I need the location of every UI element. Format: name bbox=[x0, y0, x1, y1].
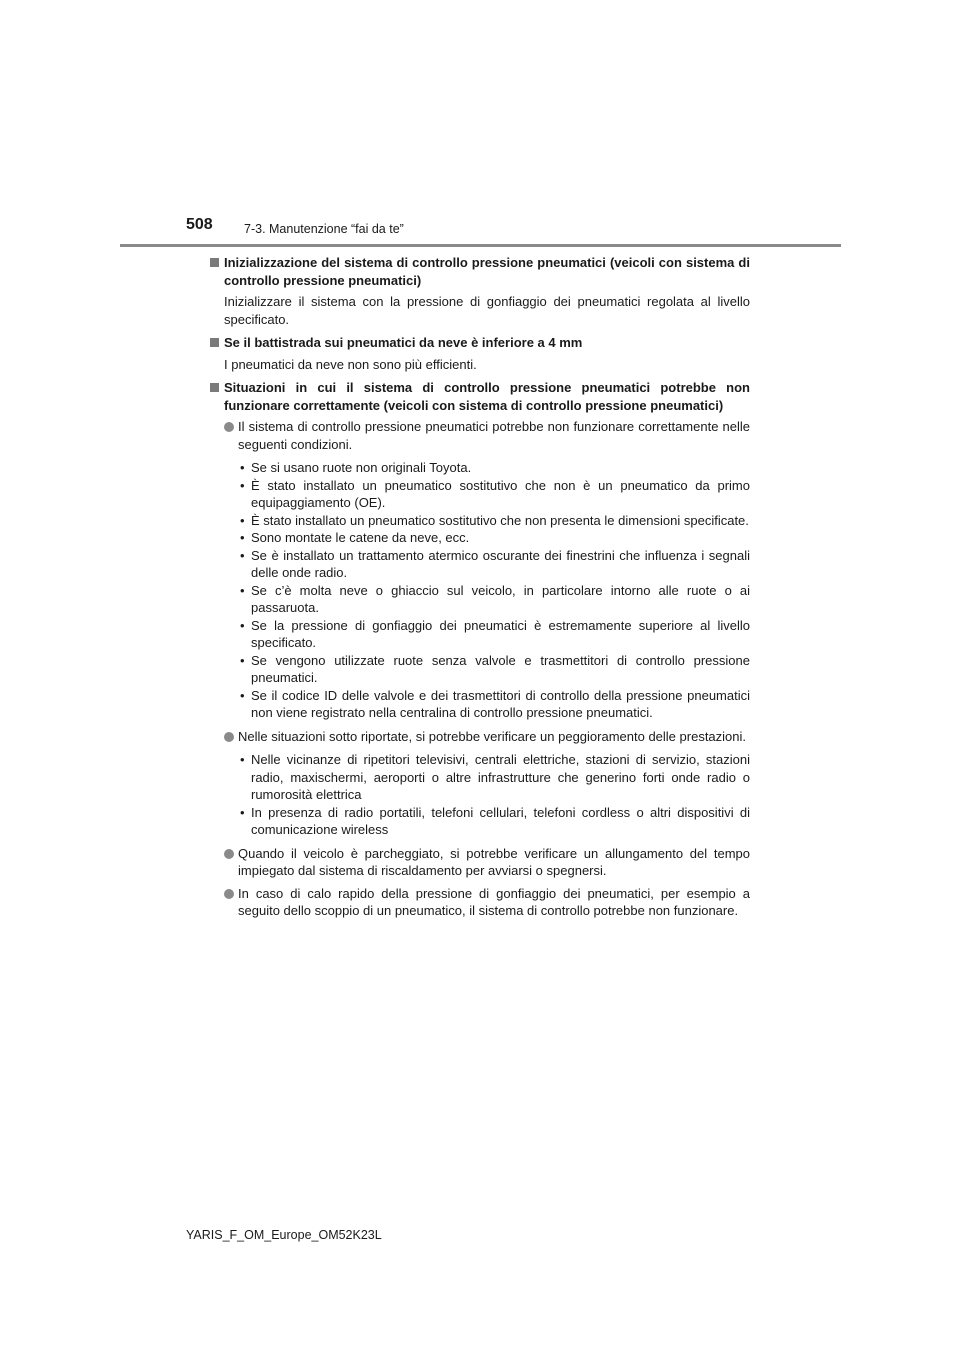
dot-icon: • bbox=[240, 530, 245, 545]
heading-text: Situazioni in cui il sistema di controllo pressione pneumatici potrebbe non funzionare correttamente (veicoli con sistema di controllo pressione pneumatici) bbox=[224, 380, 750, 413]
heading-text: Inizializzazione del sistema di controllo pressione pneumatici (veicoli con sistema di controllo pressione pneumatici) bbox=[224, 255, 750, 288]
dot-icon: • bbox=[240, 582, 245, 598]
circle-bullet-icon bbox=[224, 732, 234, 742]
circle-bullet-item bbox=[210, 418, 750, 453]
list-item-text: Sono montate le catene da neve, ecc. bbox=[251, 530, 470, 545]
page-number: 508 bbox=[186, 216, 213, 233]
list-item-text: Se la pressione di gonfiaggio dei pneumatici è estremamente superiore al livello specificato. bbox=[251, 617, 750, 650]
dot-icon: • bbox=[240, 804, 245, 820]
document-code: YARIS_F_OM_Europe_OM52K23L bbox=[186, 1228, 382, 1242]
list-item bbox=[238, 582, 750, 617]
list-item-text: Se si usano ruote non originali Toyota. bbox=[251, 460, 472, 475]
square-bullet-icon bbox=[210, 258, 219, 267]
header-divider bbox=[120, 244, 841, 247]
section-heading-snow-tires bbox=[210, 334, 750, 352]
list-item bbox=[238, 477, 750, 512]
condition-list bbox=[210, 459, 750, 722]
section-heading-malfunction-situations bbox=[210, 379, 750, 414]
page-content bbox=[210, 254, 750, 925]
bullet-text: In caso di calo rapido della pressione di gonfiaggio dei pneumatici, per esempio a seguito dello scoppio di un pneumatico, il sistema di controllo potrebbe non funzionare. bbox=[238, 885, 750, 918]
list-item bbox=[238, 617, 750, 652]
list-item bbox=[238, 459, 750, 477]
list-item bbox=[238, 547, 750, 582]
dot-icon: • bbox=[240, 477, 245, 493]
dot-icon: • bbox=[240, 512, 245, 528]
bullet-text: Nelle situazioni sotto riportate, si potrebbe verificare un peggioramento delle prestazioni. bbox=[238, 728, 747, 744]
circle-bullet-icon bbox=[224, 889, 234, 899]
list-item-text: È stato installato un pneumatico sostitutivo che non presenta le dimensioni specificate. bbox=[251, 512, 749, 528]
list-item-text: Se il codice ID delle valvole e dei trasmettitori di controllo della pressione pneumatici non viene registrato nella centralina di controllo pressione pneumatici. bbox=[251, 687, 750, 720]
list-item bbox=[238, 529, 750, 547]
list-item-text: Se c’è molta neve o ghiaccio sul veicolo, in particolare intorno alle ruote o ai passaruota. bbox=[251, 582, 750, 615]
dot-icon: • bbox=[240, 652, 245, 668]
list-item-text: È stato installato un pneumatico sostitutivo che non è un pneumatico da primo equipaggiamento (OE). bbox=[251, 477, 750, 510]
list-item bbox=[238, 512, 750, 530]
interference-list bbox=[210, 751, 750, 839]
dot-icon: • bbox=[240, 460, 245, 475]
circle-bullet-icon bbox=[224, 422, 234, 432]
square-bullet-icon bbox=[210, 338, 219, 347]
heading-text: Se il battistrada sui pneumatici da neve è inferiore a 4 mm bbox=[224, 335, 583, 350]
circle-bullet-icon bbox=[224, 849, 234, 859]
circle-bullet-item bbox=[210, 885, 750, 920]
section-title: 7-3. Manutenzione “fai da te” bbox=[244, 222, 404, 236]
section-paragraph: Inizializzare il sistema con la pressione di gonfiaggio dei pneumatici regolata al livello specificato. bbox=[224, 294, 750, 327]
list-item-text: In presenza di radio portatili, telefoni cellulari, telefoni cordless o altri dispositivi di comunicazione wireless bbox=[251, 804, 750, 837]
list-item-text: Se vengono utilizzate ruote senza valvole e trasmettitori di controllo pressione pneumatici. bbox=[251, 652, 750, 685]
dot-icon: • bbox=[240, 752, 245, 767]
list-item bbox=[238, 804, 750, 839]
square-bullet-icon bbox=[210, 383, 219, 392]
bullet-text: Quando il veicolo è parcheggiato, si potrebbe verificare un allungamento del tempo impiegato dal sistema di riscaldamento per avviarsi o spegnersi. bbox=[238, 845, 750, 878]
dot-icon: • bbox=[240, 617, 245, 633]
list-item bbox=[238, 652, 750, 687]
bullet-text: Il sistema di controllo pressione pneumatici potrebbe non funzionare correttamente nelle seguenti condizioni. bbox=[238, 419, 750, 452]
circle-bullet-item bbox=[210, 728, 750, 746]
list-item-text: Se è installato un trattamento atermico oscurante dei finestrini che influenza i segnali delle onde radio. bbox=[251, 547, 750, 580]
dot-icon: • bbox=[240, 687, 245, 703]
circle-bullet-item bbox=[210, 845, 750, 880]
section-heading-initialization bbox=[210, 254, 750, 289]
section-paragraph: I pneumatici da neve non sono più efficienti. bbox=[224, 356, 477, 372]
list-item-text: Nelle vicinanze di ripetitori televisivi, centrali elettriche, stazioni di servizio, stazioni radio, maxischermi, aeroporti o altre infrastrutture che generino forti onde radio o rumorosità elettrica bbox=[251, 752, 750, 802]
list-item bbox=[238, 751, 750, 804]
list-item bbox=[238, 687, 750, 722]
dot-icon: • bbox=[240, 547, 245, 563]
